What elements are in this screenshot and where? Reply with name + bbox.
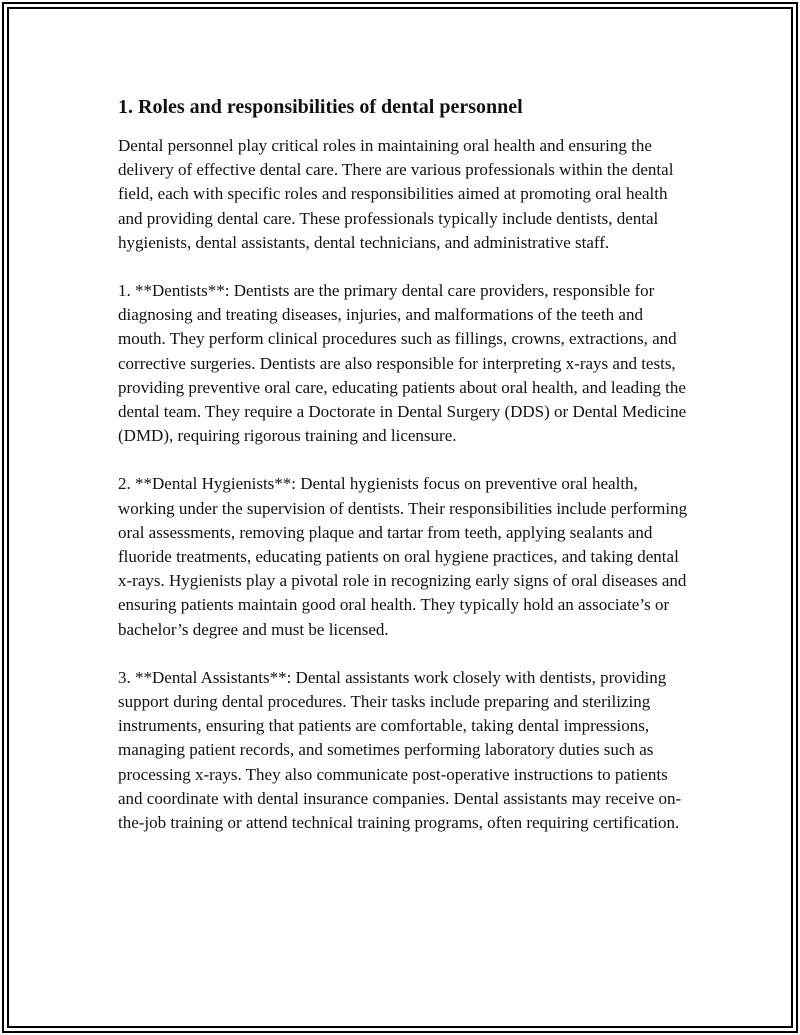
intro-paragraph: Dental personnel play critical roles in maintaining oral health and ensuring the delivery of effective dental care. There are various professionals within the dental field, each with specific roles and responsibilities aimed at promoting oral health and providing dental care. These professionals typically include dentists, dental hygienists, dental assistants, dental technicians, and administrative staff. [118, 136, 674, 252]
section-heading: 1. Roles and responsibilities of dental personnel [118, 96, 523, 118]
document-body [118, 94, 688, 859]
dental-hygienists-paragraph: 2. **Dental Hygienists**: Dental hygienists focus on preventive oral health, working under the supervision of dentists. Their responsibilities include performing oral assessments, removing plaque and tartar from teeth, applying sealants and fluoride treatments, educating patients on oral hygiene practices, and taking dental x-rays. Hygienists play a pivotal role in recognizing early signs of oral diseases and ensuring patients maintain good oral health. They typically hold an associate’s or bachelor’s degree and must be licensed. [118, 474, 688, 639]
dental-assistants-paragraph: 3. **Dental Assistants**: Dental assistants work closely with dentists, providing support during dental procedures. Their tasks include preparing and sterilizing instruments, ensuring that patients are comfortable, taking dental impressions, managing patient records, and sometimes performing laboratory duties such as processing x-rays. They also communicate post-operative instructions to patients and coordinate with dental insurance companies. Dental assistants may receive on-the-job training or attend technical training programs, often requiring certification. [118, 667, 682, 833]
dentists-paragraph: 1. **Dentists**: Dentists are the primary dental care providers, responsible for diagnosing and treating diseases, injuries, and malformations of the teeth and mouth. They perform clinical procedures such as fillings, crowns, extractions, and corrective surgeries. Dentists are also responsible for interpreting x-rays and tests, providing preventive oral care, educating patients about oral health, and leading the dental team. They require a Doctorate in Dental Surgery (DDS) or Dental Medicine (DMD), requiring rigorous training and licensure. [118, 281, 687, 446]
